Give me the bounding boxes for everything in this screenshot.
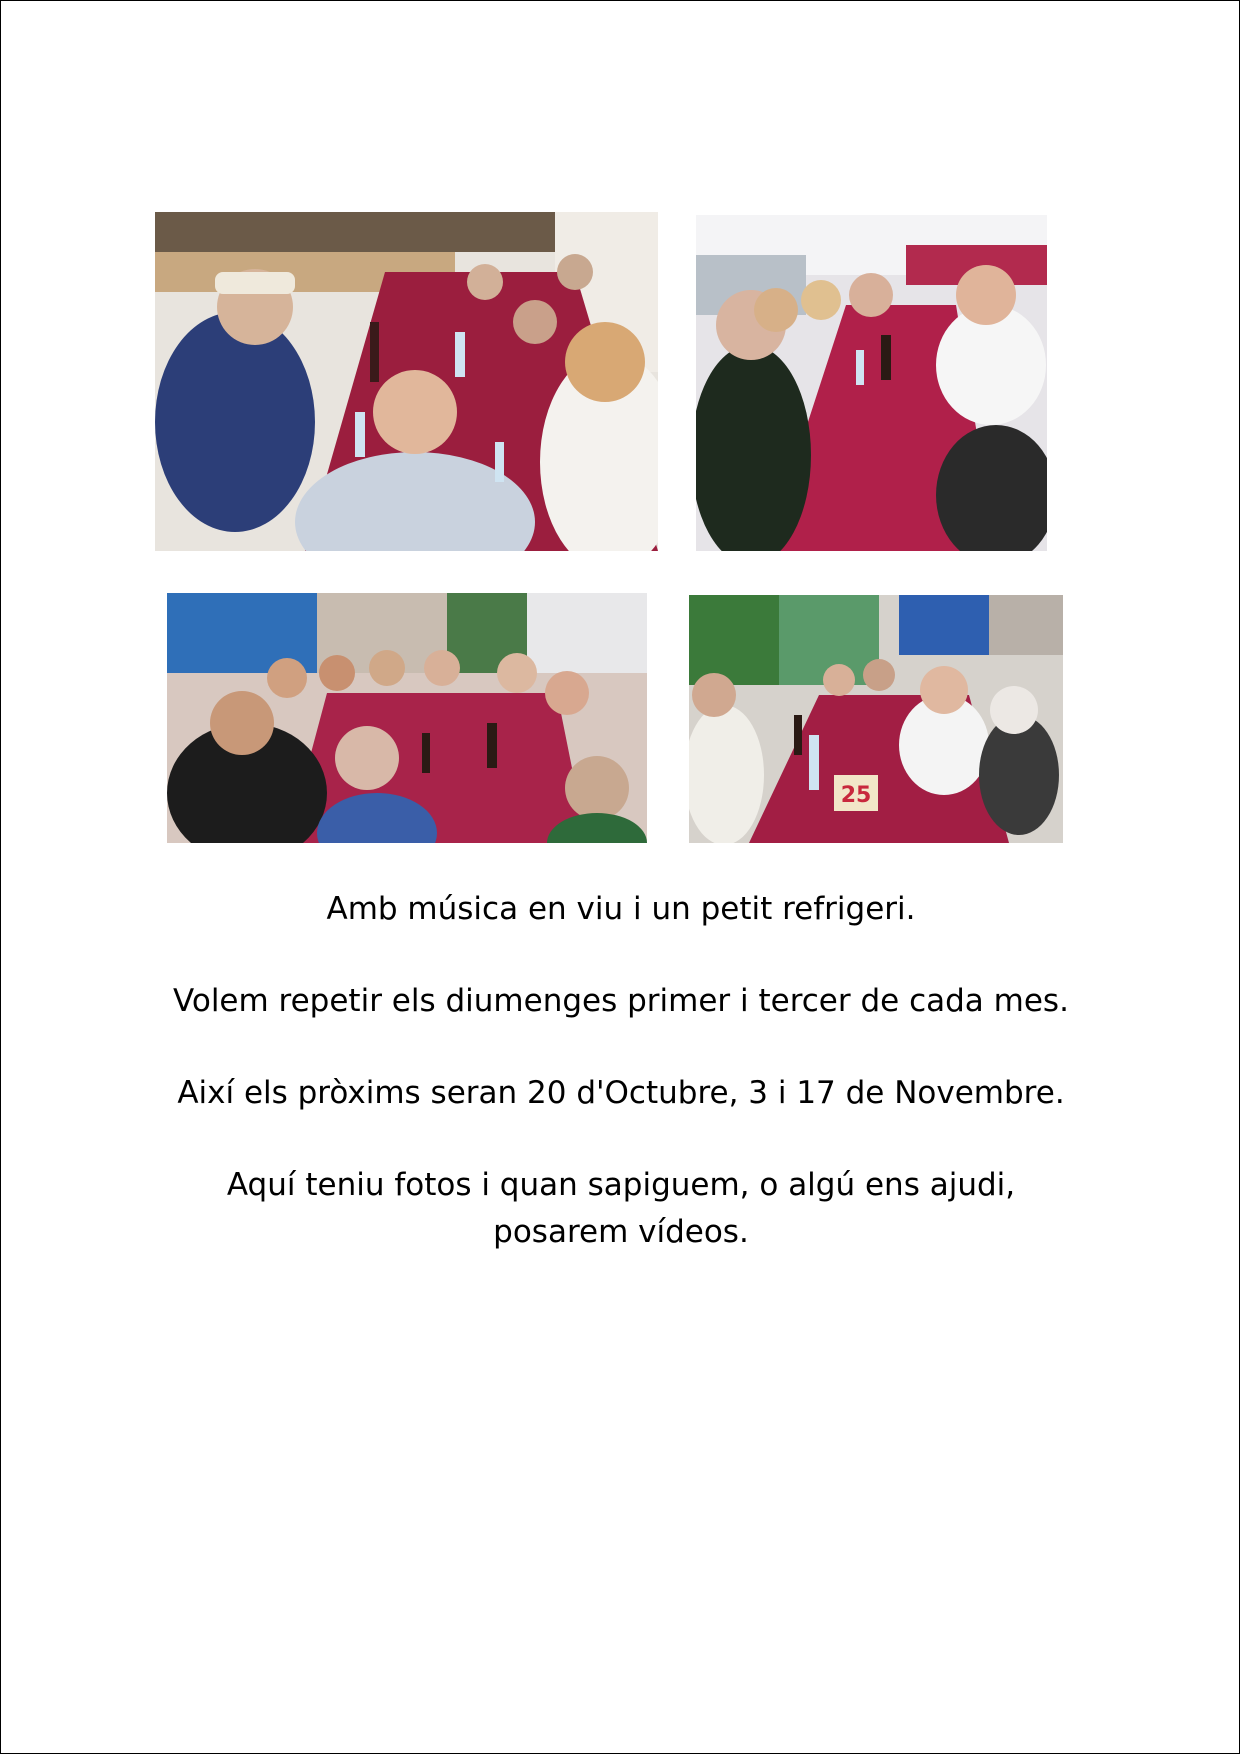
event-photo-1 [155,212,658,551]
banquet-table-photo-icon [155,212,658,551]
banquet-table-photo-icon [167,593,647,843]
text-line-1: Amb música en viu i un petit refrigeri. [326,891,916,927]
text-line-2: Volem repetir els diumenges primer i tercer de cada mes. [173,983,1069,1019]
text-line-3: Així els pròxims seran 20 d'Octubre, 3 i 17 de Novembre. [177,1075,1065,1111]
event-photo-2 [696,215,1047,551]
banquet-table-photo-icon [696,215,1047,551]
event-photo-4 [689,595,1063,843]
text-line-4: Aquí teniu fotos i quan sapiguem, o algú ens ajudi, posarem vídeos. [226,1167,1016,1250]
event-photo-3 [167,593,647,843]
announcement-text [131,886,1111,1301]
table-number: 25 [840,783,872,808]
banquet-table-photo-icon [689,595,1063,843]
